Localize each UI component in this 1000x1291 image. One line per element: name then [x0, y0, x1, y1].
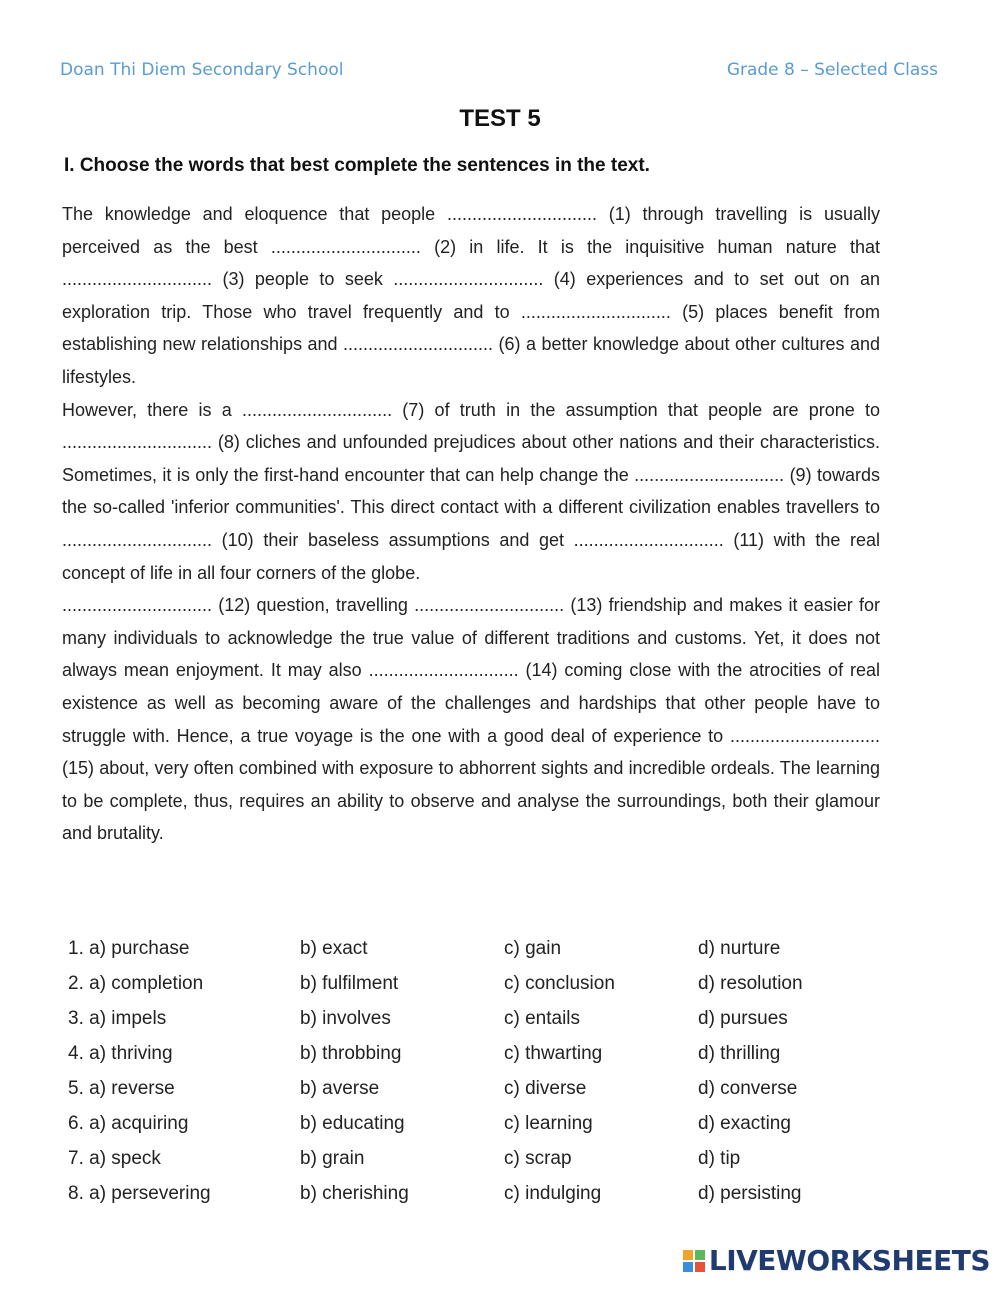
option-d[interactable]: d) thrilling [698, 1043, 781, 1064]
option-b[interactable]: b) exact [300, 938, 368, 959]
question-row-4 [68, 1043, 888, 1078]
option-b[interactable]: b) cherishing [300, 1183, 409, 1204]
option-d[interactable]: d) persisting [698, 1183, 802, 1204]
option-a[interactable]: 5. a) reverse [68, 1078, 175, 1099]
question-row-3 [68, 1008, 888, 1043]
option-b[interactable]: b) educating [300, 1113, 405, 1134]
section-heading: I. Choose the words that best complete the sentences in the text. [64, 155, 650, 176]
question-row-6 [68, 1113, 888, 1148]
option-c[interactable]: c) conclusion [504, 973, 615, 994]
passage-paragraph-3: .............................. (12) question, travelling .............................. (13) friendship and makes it easier for many individuals to acknowledge the true value of different traditions and customs. Yet, it does not always mean enjoyment. It may also .............................. (14) coming close with the atrocities of real existence as well as becoming aware of the challenges and hardships that other people have to struggle with. Hence, a true voyage is the one with a good deal of experience to .............................. (15) about, very often combined with exposure to abhorrent sights and incredible ordeals. The learning to be complete, thus, requires an ability to observe and analyse the surroundings, both their glamour and brutality. [62, 595, 880, 844]
option-a[interactable]: 4. a) thriving [68, 1043, 173, 1064]
brand-block [683, 1262, 693, 1272]
option-a[interactable]: 1. a) purchase [68, 938, 190, 959]
option-d[interactable]: d) nurture [698, 938, 781, 959]
option-c[interactable]: c) learning [504, 1113, 593, 1134]
question-row-5 [68, 1078, 888, 1113]
option-d[interactable]: d) pursues [698, 1008, 788, 1029]
reading-passage [62, 198, 880, 850]
option-a[interactable]: 8. a) persevering [68, 1183, 211, 1204]
question-row-8 [68, 1183, 888, 1218]
option-a[interactable]: 2. a) completion [68, 973, 204, 994]
answer-options [68, 938, 888, 1218]
option-c[interactable]: c) indulging [504, 1183, 602, 1204]
option-d[interactable]: d) tip [698, 1148, 741, 1169]
option-c[interactable]: c) gain [504, 938, 562, 959]
option-a[interactable]: 3. a) impels [68, 1008, 167, 1029]
option-d[interactable]: d) exacting [698, 1113, 791, 1134]
brand-block [695, 1262, 705, 1272]
passage-paragraph-2: However, there is a .............................. (7) of truth in the assumption that people are prone to .............................. (8) cliches and unfounded prejudices about other nations and their characteristics. Sometimes, it is only the first-hand encounter that can help change the .............................. (9) towards the so-called 'inferior communities'. This direct contact with a different civilization enables travellers to .............................. (10) their baseless assumptions and get .............................. (11) with the real concept of life in all four corners of the globe. [62, 399, 880, 583]
option-b[interactable]: b) involves [300, 1008, 391, 1029]
question-row-2 [68, 973, 888, 1008]
option-b[interactable]: b) fulfilment [300, 973, 399, 994]
question-row-1 [68, 938, 888, 973]
grade-label: Grade 8 – Selected Class [726, 60, 938, 80]
brand-name: LIVEWORKSHEETS [708, 1244, 990, 1277]
page-title: TEST 5 [459, 105, 541, 132]
option-a[interactable]: 7. a) speck [68, 1148, 161, 1169]
option-d[interactable]: d) resolution [698, 973, 803, 994]
brand-block [695, 1250, 705, 1260]
option-c[interactable]: c) entails [504, 1008, 581, 1029]
brand-blocks-icon [683, 1250, 705, 1272]
brand-block [683, 1250, 693, 1260]
question-row-7 [68, 1148, 888, 1183]
option-c[interactable]: c) scrap [504, 1148, 572, 1169]
option-d[interactable]: d) converse [698, 1078, 798, 1099]
option-c[interactable]: c) diverse [504, 1078, 587, 1099]
passage-paragraph-1: The knowledge and eloquence that people .............................. (1) through travelling is usually perceived as the best .............................. (2) in life. It is the inquisitive human nature that .............................. (3) people to seek .............................. (4) experiences and to set out on an exploration trip. Those who travel frequently and to .............................. (5) places benefit from establishing new relationships and .............................. (6) a better knowledge about other cultures and lifestyles. [62, 204, 880, 387]
option-c[interactable]: c) thwarting [504, 1043, 603, 1064]
school-name: Doan Thi Diem Secondary School [60, 60, 344, 80]
option-b[interactable]: b) throbbing [300, 1043, 402, 1064]
liveworksheets-logo[interactable] [683, 1244, 990, 1277]
option-b[interactable]: b) grain [300, 1148, 365, 1169]
option-a[interactable]: 6. a) acquiring [68, 1113, 189, 1134]
option-b[interactable]: b) averse [300, 1078, 380, 1099]
